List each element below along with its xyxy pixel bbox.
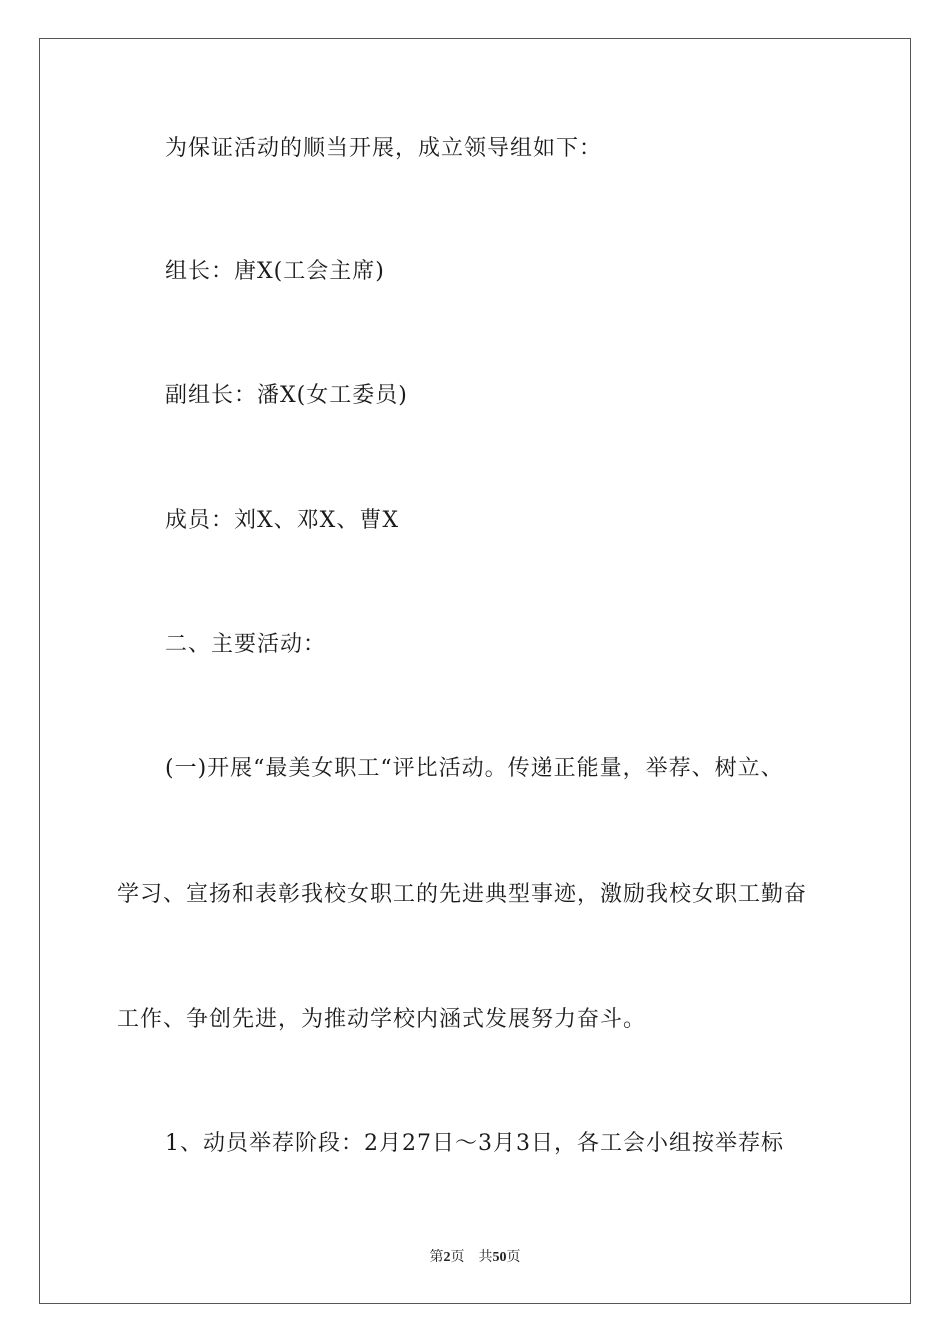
paragraph-line-7: 学习、宣扬和表彰我校女职工的先进典型事迹，激励我校女职工勤奋 [117, 882, 808, 907]
paragraph-line-6: (一)开展“最美女职工“评比活动。传递正能量，举荐、树立、 [165, 756, 784, 781]
paragraph-line-9: 1、动员举荐阶段：2月27日～3月3日，各工会小组按举荐标 [165, 1131, 784, 1156]
page-footer [0, 1246, 950, 1266]
paragraph-line-4: 成员：刘X、邓X、曹X [165, 508, 399, 533]
paragraph-line-2: 组长：唐X(工会主席) [165, 259, 385, 284]
total-prefix: 共 [478, 1250, 493, 1265]
page-prefix: 第 [429, 1250, 444, 1265]
page-suffix: 页 [450, 1250, 465, 1265]
paragraph-line-8: 工作、争创先进，为推动学校内涵式发展努力奋斗。 [117, 1007, 647, 1032]
paragraph-line-3: 副组长：潘X(女工委员) [165, 383, 408, 408]
total-page-number: 50 [492, 1250, 507, 1265]
current-page-number: 2 [443, 1250, 451, 1265]
page-border [39, 38, 911, 1304]
total-suffix: 页 [506, 1250, 521, 1265]
section-heading: 二、主要活动： [165, 632, 327, 657]
paragraph-line-1: 为保证活动的顺当开展，成立领导组如下： [165, 136, 603, 161]
